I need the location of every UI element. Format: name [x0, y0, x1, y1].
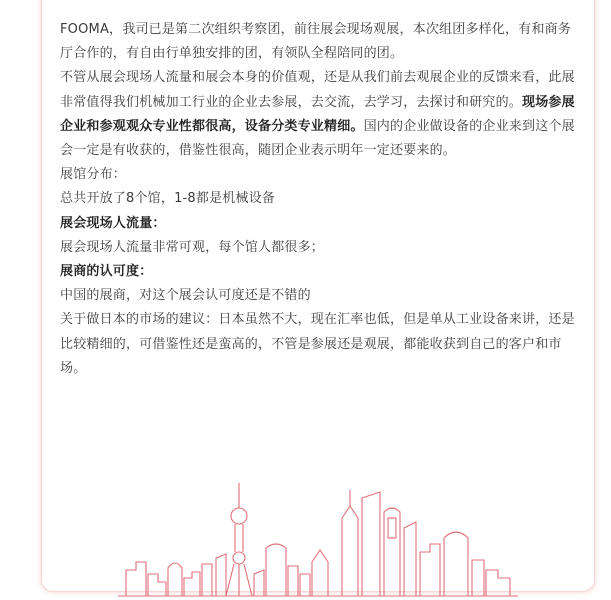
- paragraph-intro: FOOMA，我司已是第二次组织考察团，前往展会现场观展，本次组团多样化，有和商务厅合作的，有自由行单独安排的团，有领队全程陪同的团。: [60, 22, 572, 62]
- article-body: [60, 18, 580, 381]
- advice-text: 关于做日本的市场的建议：日本虽然不大，现在汇率也低，但是单从工业设备来讲，还是比较精细的，可借鉴性还是蛮高的，不管是参展还是观展，都能收获到自己的客户和市场。: [60, 312, 575, 376]
- feedback-text: 不管从展会现场人流量和展会本身的价值观，还是从我们前去观展企业的反馈来看，此展非常值得我们机械加工行业的企业去参展，去交流，去学习，去探讨和研究的。: [60, 70, 575, 110]
- hall-text: 总共开放了8个馆，1-8都是机械设备: [60, 191, 276, 207]
- feedback-text-end: 国内的企业做设备的企业来到这个展会一定是有收获的，借鉴性很高，随团企业表示明年一定还要来的。: [60, 118, 575, 159]
- paragraph-feedback: [60, 66, 580, 163]
- recognition-text: 中国的展商，对这个展会认可度还是不错的: [60, 288, 311, 304]
- traffic-heading: 展会现场人流量：: [60, 215, 166, 231]
- recognition-heading: 展商的认可度：: [60, 264, 153, 280]
- traffic-text: 展会现场人流量非常可观，每个馆人都很多；: [60, 239, 325, 255]
- city-skyline-icon: [118, 478, 518, 598]
- hall-label: 展馆分布：: [60, 167, 127, 183]
- feedback-highlight: 现场参展企业和参观观众专业性都很高，设备分类专业精细。: [60, 94, 575, 134]
